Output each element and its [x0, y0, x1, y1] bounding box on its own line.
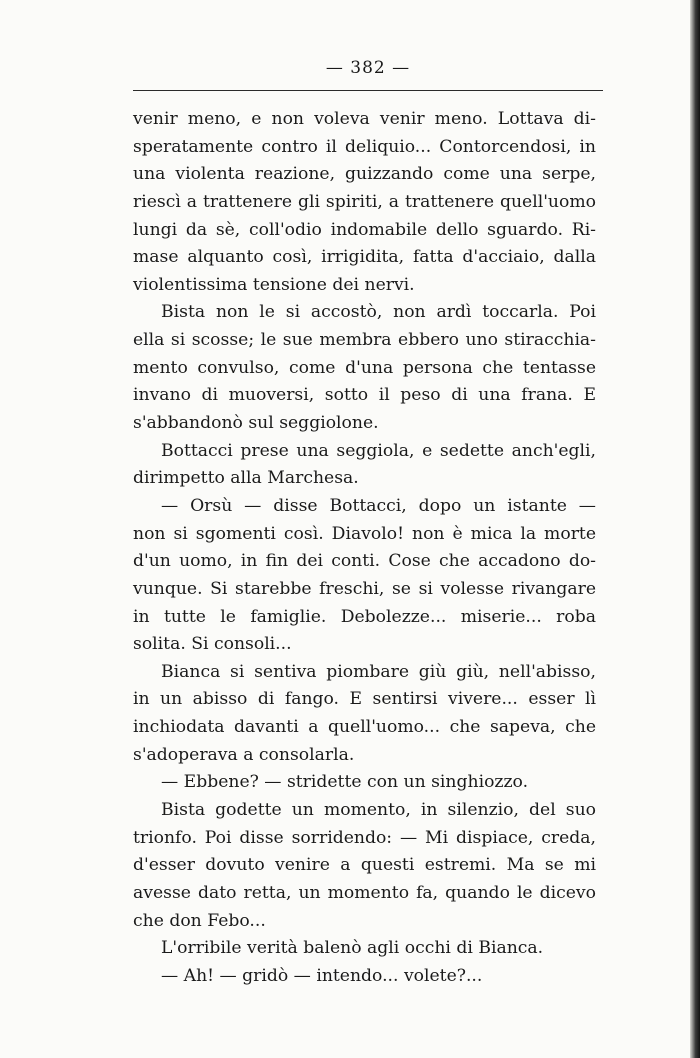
header-rule [133, 90, 603, 91]
text-line: riescì a trattenere gli spiriti, a trattenere quell'uomo [133, 191, 596, 212]
text-line: trionfo. Poi disse sorridendo: — Mi dispiace, creda, [133, 827, 596, 848]
text-line: — Ah! — gridò — intendo... volete?... [161, 965, 483, 986]
text-line: d'esser dovuto venire a questi estremi. Ma se mi [133, 855, 596, 876]
text-line: mento convulso, come d'una persona che tentasse [133, 357, 596, 378]
text-line: invano di muoversi, sotto il peso di una frana. E [133, 385, 596, 406]
text-line: non si sgomenti così. Diavolo! non è mica la morte [133, 523, 596, 544]
text-line: Bottacci prese una seggiola, e sedette anch'egli, [161, 440, 596, 461]
text-line: s'abbandonò sul seggiolone. [133, 413, 379, 434]
text-line: speratamente contro il deliquio... Contorcendosi, in [133, 136, 596, 157]
body-text [133, 106, 596, 991]
text-line: dirimpetto alla Marchesa. [133, 468, 359, 489]
text-line: inchiodata davanti a quell'uomo... che sapeva, che [133, 717, 596, 738]
page-edge-shadow [690, 0, 700, 1058]
text-line: lungi da sè, coll'odio indomabile dello sguardo. Ri- [133, 219, 596, 240]
text-line: venir meno, e non voleva venir meno. Lottava di- [133, 109, 596, 129]
text-line: vunque. Si starebbe freschi, se si volesse rivangare [133, 578, 596, 599]
text-line: L'orribile verità balenò agli occhi di Bianca. [161, 938, 544, 959]
text-line: — Orsù — disse Bottacci, dopo un istante — [161, 495, 596, 516]
text-line: in un abisso di fango. E sentirsi vivere... esser lì [133, 689, 596, 710]
text-line: in tutte le famiglie. Debolezze... miserie... roba [133, 606, 596, 627]
text-line: Bianca si sentiva piombare giù giù, nell'abisso, [161, 661, 596, 682]
text-line: — Ebbene? — stridette con un singhiozzo. [161, 772, 529, 793]
text-line: solita. Si consoli... [133, 634, 292, 655]
text-line: Bista godette un momento, in silenzio, del suo [161, 800, 596, 821]
text-line: una violenta reazione, guizzando come una serpe, [133, 164, 596, 185]
text-line: Bista non le si accostò, non ardì toccarla. Poi [161, 302, 596, 323]
page-number: — 382 — [325, 58, 411, 78]
text-line: avesse dato retta, un momento fa, quando le dicevo [133, 882, 596, 903]
text-line: s'adoperava a consolarla. [133, 744, 355, 765]
text-line: ella si scosse; le sue membra ebbero uno stiracchia- [133, 330, 596, 351]
text-line: violentissima tensione dei nervi. [133, 274, 415, 295]
text-line: d'un uomo, in fin dei conti. Cose che accadono do- [133, 551, 596, 572]
text-line: che don Febo... [133, 910, 266, 931]
text-line: mase alquanto così, irrigidita, fatta d'acciaio, dalla [133, 247, 596, 268]
